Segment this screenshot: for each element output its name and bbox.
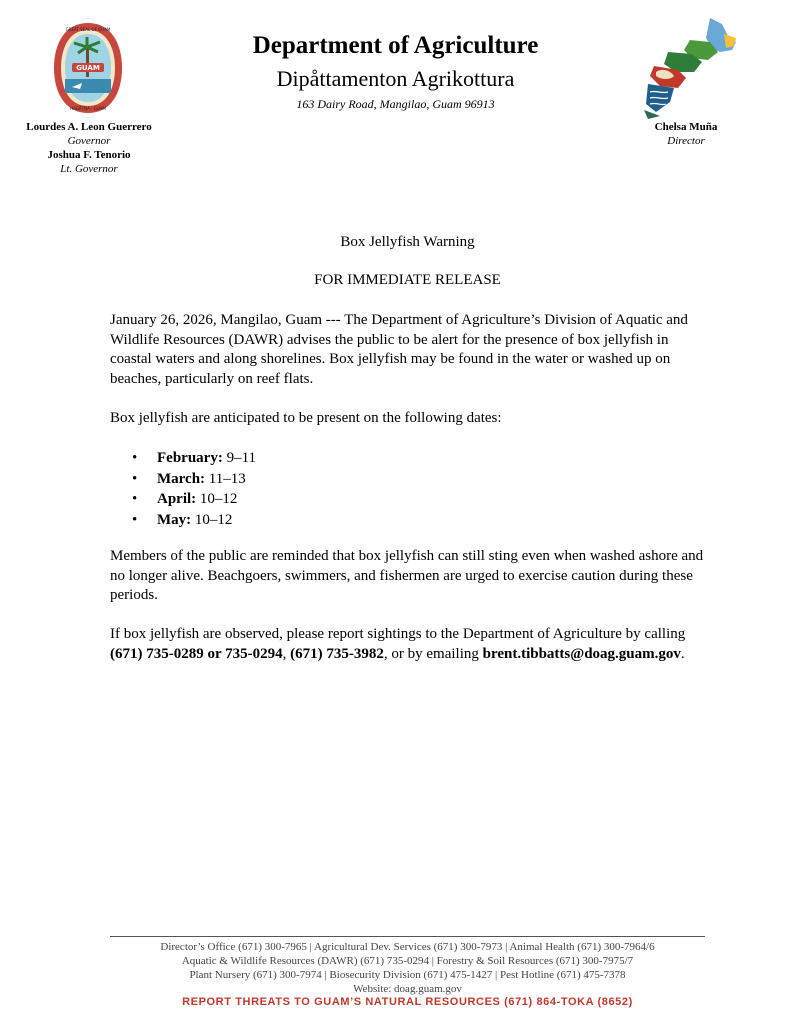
director-name: Chelsa Muña (654, 121, 718, 133)
date-range: 9–11 (226, 450, 257, 466)
seal-top-text: GREAT SEAL OF GUAM (65, 27, 111, 32)
paragraph-dates-intro: Box jellyfish are anticipated to be present on the following dates: (110, 410, 502, 426)
date-range: 10–12 (194, 511, 233, 528)
report-separator: , (282, 645, 291, 662)
lt-governor-name: Joshua F. Tenorio (47, 149, 131, 161)
department-subtitle: Dipåttamenton Agrikottura (276, 66, 515, 91)
officials-block (10, 120, 168, 176)
governor-title: Governor (67, 135, 111, 147)
bullet-icon: • (132, 470, 138, 487)
bullet-icon: • (132, 511, 138, 528)
footer-contacts-line1: Director’s Office (671) 300-7965 | Agricultural Dev. Services (671) 300-7973 | Animal Health (671) 300-7964/6 (160, 941, 655, 953)
bullet-icon: • (132, 491, 138, 507)
report-end: . (680, 645, 685, 662)
footer-contacts-line3: Plant Nursery (671) 300-7974 | Biosecurity Division (671) 475-1427 | Pest Hotline (671) 475-7378 (189, 969, 626, 981)
list-item (110, 489, 256, 510)
footer-website[interactable]: Website: doag.guam.gov (353, 983, 462, 995)
footer-divider (110, 936, 705, 937)
report-text: If box jellyfish are observed, please report sightings to the Department of Agriculture by calling (110, 626, 686, 642)
date-month: April: (157, 491, 197, 507)
paragraph-intro: January 26, 2026, Mangilao, Guam --- The Department of Agriculture’s Division of Aquatic and Wildlife Resources (DAWR) advises the public to be alert for the presence of box jellyfish in coastal waters and along shorelines. Box jellyfish may be found in the water or washed up on beaches, particularly on reef flats. (110, 312, 688, 387)
date-range: 10–12 (199, 491, 238, 507)
list-item (110, 510, 256, 531)
release-tag: FOR IMMEDIATE RELEASE (314, 272, 501, 288)
seal-bottom-text: HAGÅTÑA · GUAM (70, 106, 106, 111)
department-address: 163 Dairy Road, Mangilao, Guam 96913 (296, 97, 495, 111)
report-text-email-intro: , or by emailing (383, 645, 483, 662)
contact-email-link[interactable]: brent.tibbatts@doag.guam.gov (482, 645, 681, 662)
footer-threat-hotline: REPORT THREATS TO GUAM’S NATURAL RESOURCES (671) 864-TOKA (8652) (182, 996, 633, 1008)
paragraph-report (110, 625, 710, 664)
bullet-icon: • (132, 450, 138, 466)
director-block (636, 120, 736, 148)
list-item (110, 469, 256, 490)
list-item (110, 448, 256, 469)
phone-secondary: (671) 735-3982 (290, 645, 384, 662)
date-range: 11–13 (208, 470, 246, 487)
phone-primary: (671) 735-0289 or 735-0294 (110, 645, 283, 662)
director-title: Director (667, 135, 705, 147)
governor-name: Lourdes A. Leon Guerrero (26, 121, 152, 133)
department-title: Department of Agriculture (252, 32, 539, 59)
date-month: March: (157, 470, 206, 487)
paragraph-caution: Members of the public are reminded that box jellyfish can still sting even when washed ashore and no longer alive. Beachgoers, swimmers, and fishermen are urged to exercise caution during these periods. (110, 548, 704, 603)
seal-mid-text: GUAM (76, 64, 100, 72)
footer-contacts-line2: Aquatic & Wildlife Resources (DAWR) (671) 735-0294 | Forestry & Soil Resources (671) 300-7975/7 (181, 955, 634, 967)
release-title: Box Jellyfish Warning (340, 234, 475, 250)
dates-list (110, 448, 256, 530)
date-month: May: (157, 511, 192, 528)
lt-governor-title: Lt. Governor (60, 163, 118, 175)
date-month: February: (157, 450, 223, 466)
